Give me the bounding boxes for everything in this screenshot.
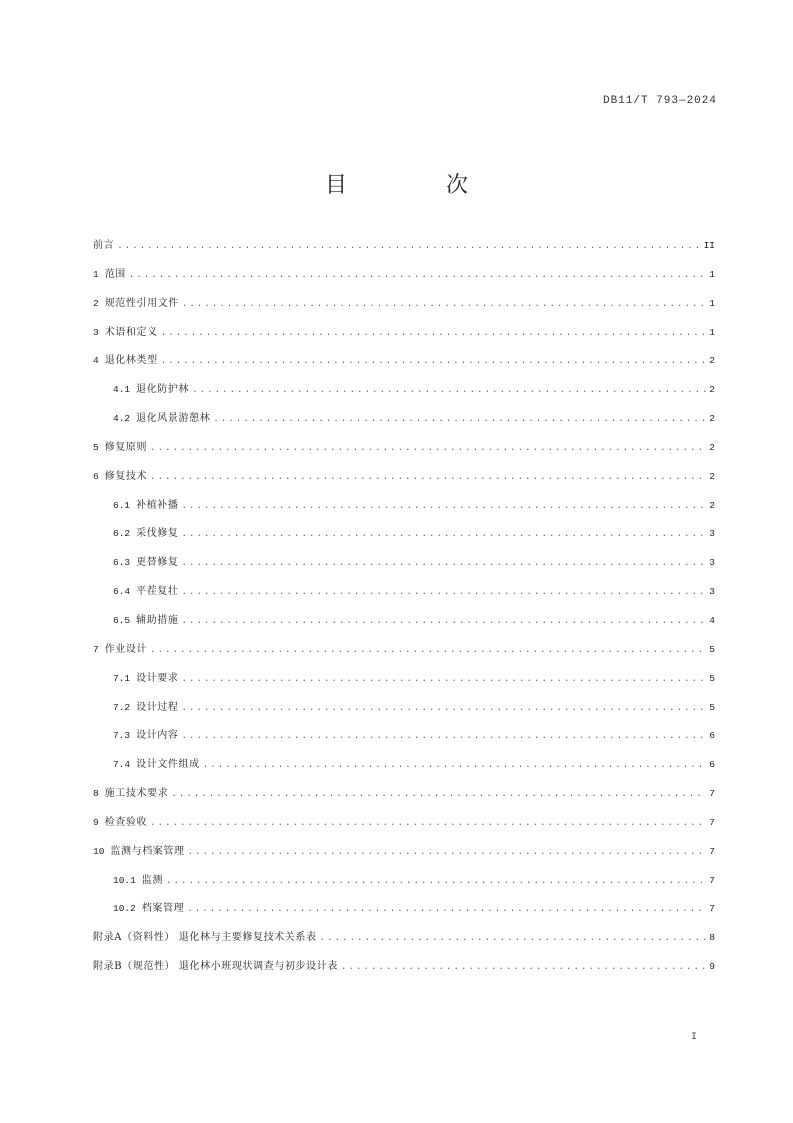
toc-entry[interactable] — [93, 347, 715, 376]
toc-entry-title: 退化防护林 — [136, 384, 190, 396]
toc-entry-title: 规范性引用文件 — [104, 297, 179, 309]
toc-entry-page: 3 — [709, 528, 715, 540]
toc-entry-title: 采伐修复 — [136, 528, 179, 540]
toc-entry[interactable] — [93, 694, 715, 723]
toc-entry-number: 7.3 — [113, 730, 131, 742]
toc-entry[interactable] — [93, 953, 715, 982]
toc-entry[interactable] — [93, 319, 715, 348]
toc-entry-number: 6.2 — [113, 528, 131, 540]
toc-entry-title: 监测与档案管理 — [110, 845, 185, 857]
page-number: I — [690, 1032, 697, 1043]
toc-dot-leader — [341, 953, 706, 982]
toc-entry[interactable] — [93, 434, 715, 463]
toc-entry-number: 4.1 — [113, 384, 131, 396]
toc-dot-leader — [150, 463, 706, 492]
toc-dot-leader — [166, 867, 706, 896]
toc-entry-title: 设计要求 — [136, 672, 179, 684]
toc-entry-title: 修复原则 — [104, 441, 148, 453]
toc-entry-page: 5 — [709, 643, 715, 655]
toc-entry-title: 术语和定义 — [104, 326, 158, 338]
toc-entry-title: 施工技术要求 — [104, 788, 169, 800]
toc-entry-page: 7 — [709, 845, 715, 857]
toc-entry-title: 附录A（资料性） 退化林与主要修复技术关系表 — [93, 932, 317, 944]
toc-entry-page: 2 — [709, 499, 715, 511]
toc-entry-page: 2 — [709, 441, 715, 453]
toc-entry-number: 7.2 — [113, 701, 131, 713]
toc-entry[interactable] — [93, 405, 715, 434]
toc-dot-leader — [171, 780, 706, 809]
toc-entry-title: 设计内容 — [136, 730, 179, 742]
toc-entry-title: 设计文件组成 — [136, 759, 200, 771]
table-of-contents — [93, 232, 715, 982]
toc-entry-number: 10.2 — [113, 903, 136, 915]
toc-entry-title: 辅助措施 — [136, 614, 179, 626]
toc-entry[interactable] — [93, 290, 715, 319]
toc-entry-number: 8 — [93, 788, 99, 800]
toc-entry[interactable] — [93, 838, 715, 867]
toc-dot-leader — [182, 549, 707, 578]
toc-entry-number: 10 — [93, 845, 105, 857]
toc-entry[interactable] — [93, 607, 715, 636]
toc-dot-leader — [182, 607, 707, 636]
toc-entry-number: 4.2 — [113, 413, 131, 425]
toc-entry[interactable] — [93, 549, 715, 578]
toc-entry[interactable] — [93, 665, 715, 694]
toc-dot-leader — [182, 290, 706, 319]
toc-entry-number: 6.3 — [113, 557, 131, 569]
toc-dot-leader — [182, 665, 707, 694]
toc-entry[interactable] — [93, 809, 715, 838]
toc-entry-page: 3 — [709, 557, 715, 569]
toc-dot-leader — [182, 520, 707, 549]
toc-entry-page: 9 — [709, 961, 715, 973]
toc-entry-title: 作业设计 — [104, 643, 148, 655]
toc-entry-title: 平茬复壮 — [136, 586, 179, 598]
toc-entry-page: 2 — [709, 355, 715, 367]
toc-dot-leader — [320, 924, 707, 953]
toc-entry-title: 退化林类型 — [104, 355, 158, 367]
toc-entry-title: 修复技术 — [104, 470, 148, 482]
toc-dot-leader — [117, 232, 700, 261]
toc-dot-leader — [192, 376, 706, 405]
toc-entry-page: 2 — [709, 470, 715, 482]
toc-entry-title: 设计过程 — [136, 701, 179, 713]
toc-dot-leader — [182, 694, 707, 723]
toc-entry[interactable] — [93, 578, 715, 607]
toc-entry-page: 3 — [709, 586, 715, 598]
toc-entry-title: 档案管理 — [141, 903, 185, 915]
toc-entry-title: 附录B（规范性） 退化林小班现状调查与初步设计表 — [93, 961, 338, 973]
toc-dot-leader — [213, 405, 706, 434]
toc-entry-title: 监测 — [141, 874, 164, 886]
toc-entry-page: 7 — [709, 788, 715, 800]
toc-entry[interactable] — [93, 261, 715, 290]
toc-entry-page: 1 — [709, 326, 715, 338]
toc-entry-page: 5 — [709, 701, 715, 713]
toc-entry-number: 7 — [93, 643, 99, 655]
toc-entry-number: 2 — [93, 297, 99, 309]
toc-entry-number: 1 — [93, 268, 99, 280]
toc-entry-number: 3 — [93, 326, 99, 338]
toc-dot-leader — [187, 895, 706, 924]
toc-entry-page: 7 — [709, 816, 715, 828]
toc-entry-number: 6.5 — [113, 614, 131, 626]
toc-dot-leader — [182, 722, 707, 751]
toc-entry[interactable] — [93, 751, 715, 780]
toc-entry-number: 5 — [93, 441, 99, 453]
toc-entry[interactable] — [93, 376, 715, 405]
toc-entry-page: 1 — [709, 297, 715, 309]
toc-dot-leader — [182, 492, 707, 521]
toc-entry[interactable] — [93, 895, 715, 924]
toc-entry-page: 7 — [709, 874, 715, 886]
toc-entry-number: 9 — [93, 816, 99, 828]
toc-entry-title: 前言 — [93, 240, 115, 251]
toc-entry[interactable] — [93, 520, 715, 549]
toc-entry-title: 退化风景游憩林 — [136, 413, 211, 425]
toc-dot-leader — [150, 434, 706, 463]
toc-entry-number: 10.1 — [113, 874, 136, 886]
toc-entry-page: 8 — [709, 932, 715, 944]
toc-entry-page: 5 — [709, 672, 715, 684]
toc-dot-leader — [203, 751, 707, 780]
toc-entry-number: 6.4 — [113, 586, 131, 598]
toc-entry[interactable] — [93, 780, 715, 809]
toc-entry-title: 补植补播 — [136, 499, 179, 511]
toc-entry-page: 6 — [709, 759, 715, 771]
toc-entry-number: 7.4 — [113, 759, 131, 771]
toc-entry-page: II — [703, 240, 715, 251]
toc-entry[interactable] — [93, 867, 715, 896]
toc-entry-number: 6.1 — [113, 499, 131, 511]
toc-entry[interactable] — [93, 232, 715, 261]
toc-entry[interactable] — [93, 722, 715, 751]
toc-entry-title: 检查验收 — [104, 816, 148, 828]
toc-entry-page: 6 — [709, 730, 715, 742]
toc-entry-page: 2 — [709, 384, 715, 396]
toc-dot-leader — [161, 347, 707, 376]
toc-entry[interactable] — [93, 463, 715, 492]
toc-title: 目 次 — [325, 173, 514, 198]
toc-dot-leader — [129, 261, 706, 290]
toc-entry-number: 4 — [93, 355, 99, 367]
toc-entry-number: 6 — [93, 470, 99, 482]
toc-entry-page: 2 — [709, 413, 715, 425]
toc-entry-title: 范围 — [104, 268, 126, 280]
toc-entry-page: 1 — [709, 268, 715, 280]
toc-dot-leader — [150, 809, 706, 838]
toc-dot-leader — [182, 578, 707, 607]
toc-dot-leader — [161, 319, 707, 348]
toc-dot-leader — [188, 838, 707, 867]
toc-entry[interactable] — [93, 924, 715, 953]
toc-entry[interactable] — [93, 636, 715, 665]
toc-dot-leader — [150, 636, 706, 665]
document-code: DB11/T 793—2024 — [602, 95, 717, 107]
toc-entry-page: 4 — [709, 614, 715, 626]
toc-entry-title: 更替修复 — [136, 557, 179, 569]
toc-entry-number: 7.1 — [113, 672, 131, 684]
toc-entry-page: 7 — [709, 903, 715, 915]
toc-entry[interactable] — [93, 492, 715, 521]
